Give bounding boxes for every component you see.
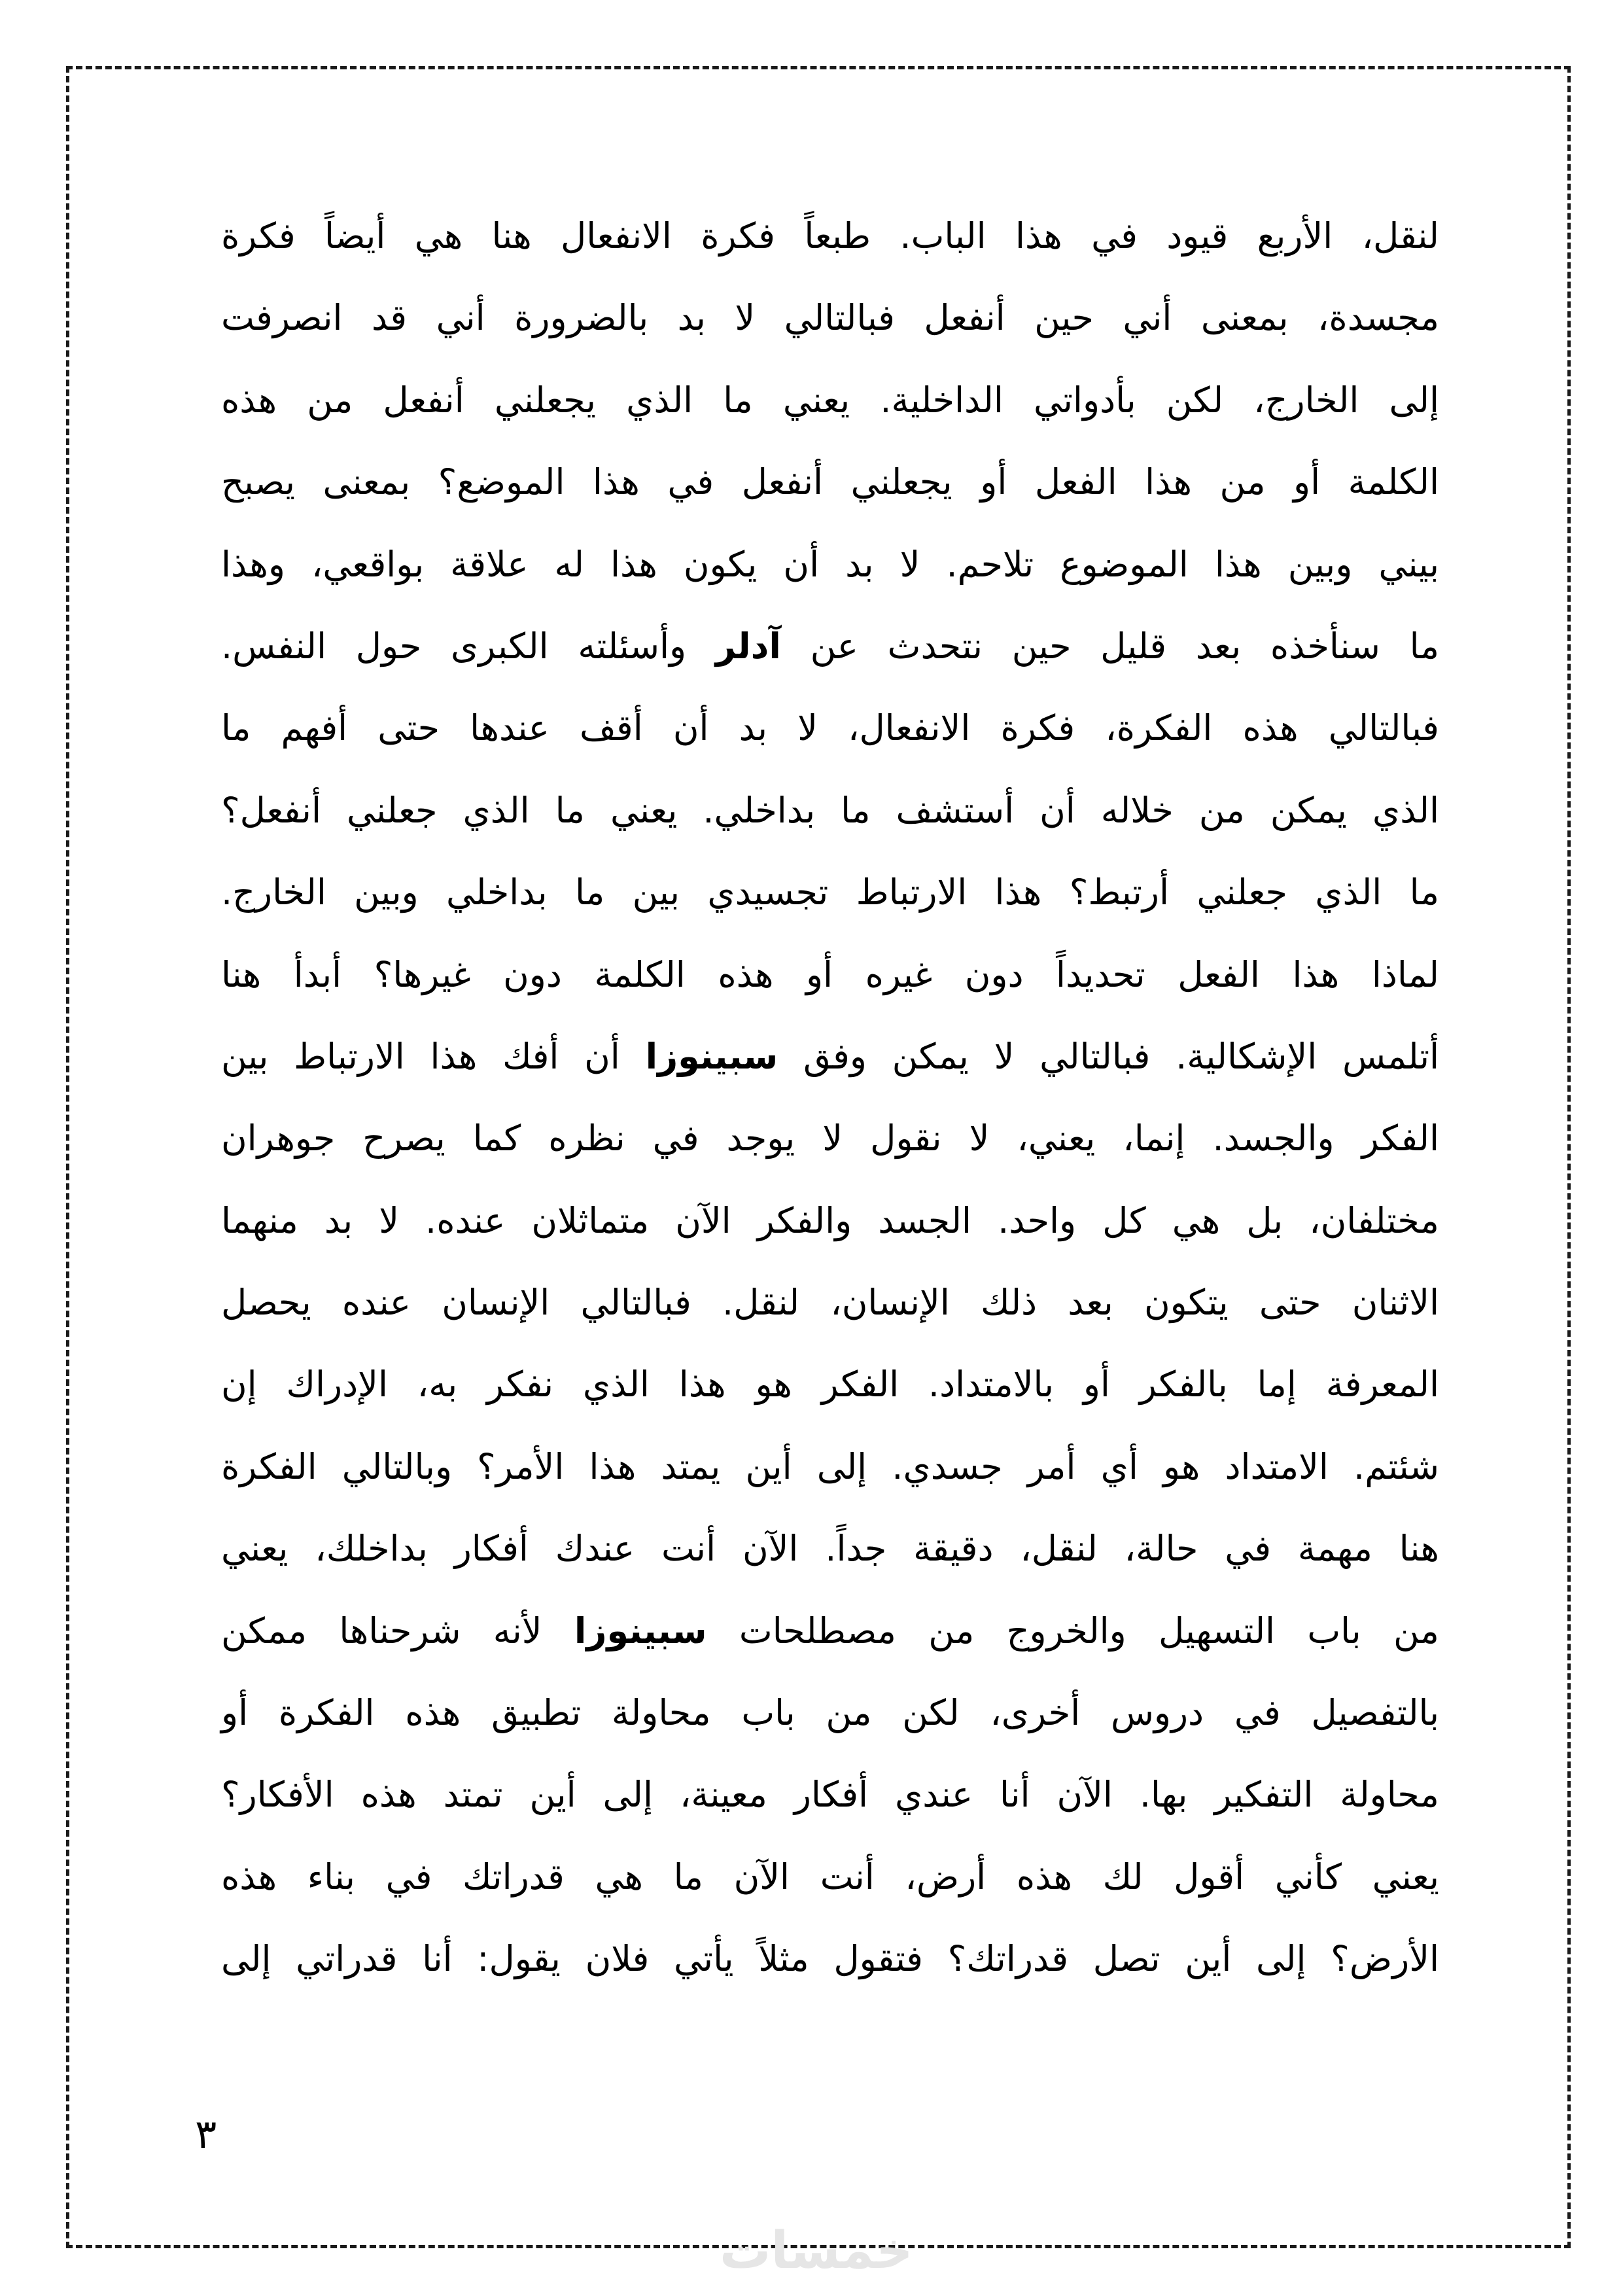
text-segment: المعرفة إما بالفكر أو بالامتداد. الفكر هو هذا الذي نفكر به، الإدراك إن xyxy=(221,1364,1439,1405)
text-line xyxy=(221,769,1439,851)
text-line xyxy=(221,1918,1439,2000)
bold-name: آدلر xyxy=(715,625,781,667)
text-line xyxy=(221,1672,1439,1754)
text-segment: لأنه شرحناها ممكن xyxy=(221,1610,574,1651)
text-line xyxy=(221,1836,1439,1918)
text-segment: فبالتالي هذه الفكرة، فكرة الانفعال، لا بد أن أقف عندها حتى أفهم ما xyxy=(221,707,1439,749)
text-segment: إلى الخارج، لكن بأدواتي الداخلية. يعني ما الذي يجعلني أنفعل من هذه xyxy=(221,379,1439,421)
bold-name: سبينوزا xyxy=(645,1035,778,1077)
text-segment: محاولة التفكير بها. الآن أنا عندي أفكار معينة، إلى أين تمتد هذه الأفكار؟ xyxy=(221,1774,1439,1816)
text-line xyxy=(221,195,1439,277)
text-segment: وأسئلته الكبرى حول النفس. xyxy=(221,625,716,667)
text-segment: الكلمة أو من هذا الفعل أو يجعلني أنفعل في هذا الموضع؟ بمعنى يصبح xyxy=(221,461,1439,503)
text-segment: ما سنأخذه بعد قليل حين نتحدث عن xyxy=(780,625,1439,667)
text-line xyxy=(221,359,1439,441)
text-line xyxy=(221,1590,1439,1672)
text-segment: ما الذي جعلني أرتبط؟ هذا الارتباط تجسيدي بين ما بداخلي وبين الخارج. xyxy=(221,872,1439,913)
text-segment: لنقل، الأربع قيود في هذا الباب. طبعاً فكرة الانفعال هنا هي أيضاً فكرة xyxy=(221,215,1439,256)
bold-name: سبينوزا xyxy=(574,1610,707,1651)
text-line xyxy=(221,605,1439,687)
text-line xyxy=(221,934,1439,1016)
text-segment: الذي يمكن من خلاله أن أستشف ما بداخلي. يعني ما الذي جعلني أنفعل؟ xyxy=(221,789,1439,831)
text-segment: يعني كأني أقول لك هذه أرض، أنت الآن ما هي قدراتك في بناء هذه xyxy=(221,1856,1439,1898)
text-line xyxy=(221,1343,1439,1425)
text-line xyxy=(221,523,1439,605)
page-number: ٣ xyxy=(195,2110,217,2158)
text-segment: من باب التسهيل والخروج من مصطلحات xyxy=(707,1610,1439,1651)
text-segment: مجسدة، بمعنى أني حين أنفعل فبالتالي لا بد بالضرورة أني قد انصرفت xyxy=(221,297,1439,339)
document-body xyxy=(221,195,1439,2000)
text-segment: شئتم. الامتداد هو أي أمر جسدي. إلى أين يمتد هذا الأمر؟ وبالتالي الفكرة xyxy=(221,1445,1439,1487)
text-line xyxy=(221,1016,1439,1097)
text-segment: بيني وبين هذا الموضوع تلاحم. لا بد أن يكون هذا له علاقة بواقعي، وهذا xyxy=(221,543,1439,585)
text-line xyxy=(221,1508,1439,1589)
text-line xyxy=(221,851,1439,933)
text-line xyxy=(221,1262,1439,1343)
text-line xyxy=(221,1754,1439,1835)
text-segment: بالتفصيل في دروس أخرى، لكن من باب محاولة تطبيق هذه الفكرة أو xyxy=(221,1692,1439,1734)
text-segment: الاثنان حتى يتكون بعد ذلك الإنسان، لنقل. فبالتالي الإنسان عنده يحصل xyxy=(221,1282,1439,1324)
text-segment: لماذا هذا الفعل تحديداً دون غيره أو هذه الكلمة دون غيرها؟ أبدأ هنا xyxy=(221,953,1439,995)
text-line xyxy=(221,441,1439,523)
text-line xyxy=(221,277,1439,359)
text-line xyxy=(221,1426,1439,1508)
text-line xyxy=(221,687,1439,769)
text-segment: الأرض؟ إلى أين تصل قدراتك؟ فتقول مثلاً يأتي فلان يقول: أنا قدراتي إلى xyxy=(221,1938,1439,1980)
watermark-logo: خمسات xyxy=(720,2221,913,2280)
text-line xyxy=(221,1180,1439,1262)
text-line xyxy=(221,1097,1439,1179)
text-segment: هنا مهمة في حالة، لنقل، دقيقة جداً. الآن أنت عندك أفكار بداخلك، يعني xyxy=(221,1528,1439,1570)
text-segment: أتلمس الإشكالية. فبالتالي لا يمكن وفق xyxy=(778,1035,1439,1077)
text-segment: مختلفان، بل هي كل واحد. الجسد والفكر الآن متماثلان عنده. لا بد منهما xyxy=(221,1199,1439,1241)
text-segment: الفكر والجسد. إنما، يعني، لا نقول لا يوجد في نظره كما يصرح جوهران xyxy=(221,1118,1439,1159)
text-segment: أن أفك هذا الارتباط بين xyxy=(221,1035,646,1077)
